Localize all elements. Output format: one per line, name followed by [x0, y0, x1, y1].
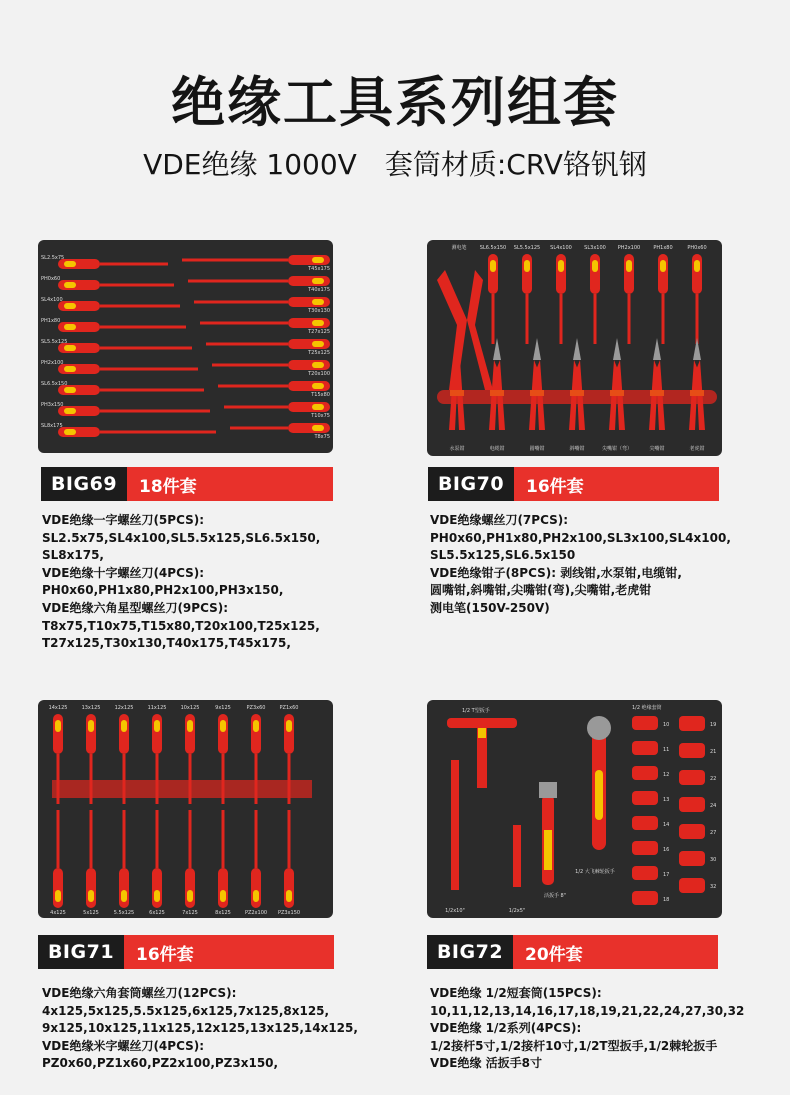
tray-label-top: PH2x100: [617, 245, 641, 251]
tray-label-bottom: 尖嘴钳（弯）: [601, 446, 633, 452]
screwdriver-shaft: [255, 810, 258, 868]
tray-label-bottom: 5.5x125: [113, 910, 135, 916]
screwdriver-grip: [312, 320, 324, 326]
screwdriver-shaft: [492, 294, 495, 344]
tray-label-top: 14x125: [48, 705, 68, 711]
screwdriver-grip: [121, 890, 127, 902]
tray-label-bottom: 圆嘴钳: [529, 446, 545, 452]
screwdriver-grip: [121, 720, 127, 732]
tray-label-top: 测电笔: [451, 245, 467, 251]
screwdriver-grip: [64, 261, 76, 267]
screwdriver-grip: [286, 720, 292, 732]
screwdriver-shaft: [628, 294, 631, 344]
screwdriver-grip: [660, 260, 666, 272]
screwdriver-shaft: [662, 294, 665, 344]
tray-label-top: 9x125: [215, 705, 231, 711]
spec-line: SL2.5x75,SL4x100,SL5.5x125,SL6.5x150,: [42, 530, 321, 545]
socket-size-label: 14: [663, 822, 670, 828]
screwdriver-grip: [490, 260, 496, 272]
screwdriver-shaft: [594, 294, 597, 344]
tray-rail: [437, 390, 717, 404]
screwdriver-grip: [88, 890, 94, 902]
spec-line: 4x125,5x125,5.5x125,6x125,7x125,8x125,: [42, 1003, 330, 1018]
spec-line: VDE绝缘钳子(8PCS): 剥线钳,水泵钳,电缆钳,: [430, 565, 682, 580]
screwdriver-grip: [64, 324, 76, 330]
screwdriver-grip: [312, 278, 324, 284]
spec-line: VDE绝缘十字螺丝刀(4PCS):: [42, 565, 205, 580]
screwdriver-grip: [253, 890, 259, 902]
spec-line: VDE绝缘米字螺丝刀(4PCS):: [42, 1038, 205, 1053]
screwdriver-grip: [286, 890, 292, 902]
tray-label-top: 10x125: [180, 705, 200, 711]
big69-product-photo: [38, 240, 333, 453]
socket-size-label: 18: [663, 897, 670, 903]
screwdriver-grip: [64, 429, 76, 435]
tray-label-left: SL2.5x75: [41, 255, 65, 261]
screwdriver-grip: [55, 890, 61, 902]
screwdriver-grip: [220, 720, 226, 732]
socket-size-label: 19: [710, 722, 717, 728]
tray-label-bottom: 6x125: [149, 910, 165, 916]
big70-tag: [428, 467, 719, 501]
socket: [632, 716, 658, 730]
screwdriver-shaft: [230, 427, 288, 430]
tray-label-right: T20x100: [308, 371, 330, 377]
tray-label-top: SL3x100: [584, 245, 606, 251]
screwdriver-grip: [312, 383, 324, 389]
socket-size-label: 24: [710, 803, 717, 809]
screwdriver-shaft: [90, 810, 93, 868]
page-subtitle: [0, 143, 790, 183]
big71-product-photo: [38, 700, 333, 918]
socket-size-label: 13: [663, 797, 670, 803]
tray-label-top: SL6.5x150: [479, 245, 507, 251]
spec-line: VDE绝缘 1/2系列(4PCS):: [430, 1021, 582, 1036]
tray-label-bottom: 水泵钳: [449, 446, 465, 452]
subtitle-material: 套筒材质:CRV铬钒钢: [384, 148, 647, 181]
screwdriver-shaft: [100, 410, 210, 413]
tray-label-ext10: 1/2x10": [445, 908, 465, 914]
tray-label-top: PZ1x60: [279, 705, 299, 711]
tray-label-ratchet: 1/2 大飞棘轮扳手: [575, 869, 615, 875]
big69-tag: [41, 467, 333, 501]
screwdriver-grip: [64, 282, 76, 288]
screwdriver-shaft: [206, 343, 288, 346]
screwdriver-shaft: [100, 263, 168, 266]
screwdriver-shaft: [560, 294, 563, 344]
tray-label-bottom: 8x125: [215, 910, 231, 916]
tray-label-left: PH0x60: [41, 276, 61, 282]
big72-tag: [427, 935, 718, 969]
socket-size-label: 10: [663, 722, 670, 728]
screwdriver-grip: [592, 260, 598, 272]
tray-label-t-wrench: 1/2 T型扳手: [462, 708, 490, 714]
tray-label-right: T30x130: [308, 308, 330, 314]
big71-tray-illustration: [38, 700, 333, 918]
spec-line: 10,11,12,13,14,16,17,18,19,21,22,24,27,30,32: [430, 1003, 745, 1018]
spec-line: 1/2接杆5寸,1/2接杆10寸,1/2T型扳手,1/2棘轮扳手: [430, 1038, 718, 1053]
big69-tray-illustration: [38, 240, 333, 453]
socket-size-label: 21: [710, 749, 717, 755]
big70-code: BIG70: [428, 467, 514, 501]
socket-size-label: 22: [710, 776, 717, 782]
big72-tray-illustration: [427, 700, 722, 918]
spec-line: VDE绝缘 1/2短套筒(15PCS):: [430, 986, 602, 1000]
screwdriver-shaft: [224, 406, 288, 409]
screwdriver-shaft: [123, 810, 126, 868]
socket-size-label: 16: [663, 847, 670, 853]
socket: [632, 791, 658, 805]
page-title: 绝缘工具系列组套: [171, 71, 619, 134]
screwdriver-grip: [312, 404, 324, 410]
subtitle-voltage: VDE绝缘 1000V: [143, 148, 357, 181]
big70-tray-illustration: [427, 240, 722, 456]
big72-code: BIG72: [427, 935, 513, 969]
socket: [632, 766, 658, 780]
tray-label-left: PH1x80: [41, 318, 61, 324]
big69-spec: [42, 512, 320, 653]
wrench-grip: [544, 830, 552, 870]
big72-count: 20件套: [513, 935, 718, 969]
tray-label-bottom: 斜嘴钳: [569, 446, 585, 452]
plier-jaw: [573, 338, 581, 360]
tray-label-bottom: PZ2x100: [244, 910, 268, 916]
screwdriver-shaft: [100, 431, 216, 434]
tray-label-top: PZ3x60: [246, 705, 266, 711]
screwdriver-grip: [64, 345, 76, 351]
spec-line: VDE绝缘 活扳手8寸: [430, 1056, 542, 1071]
screwdriver-shaft: [194, 301, 288, 304]
big71-spec: [42, 985, 358, 1073]
socket: [679, 878, 705, 893]
tray-label-right: T10x75: [311, 413, 330, 419]
screwdriver-shaft: [188, 280, 288, 283]
screwdriver-grip: [64, 408, 76, 414]
spec-line: SL5.5x125,SL6.5x150: [430, 548, 576, 563]
big72-product-photo: [427, 700, 722, 918]
screwdriver-shaft: [100, 347, 192, 350]
screwdriver-shaft: [100, 389, 204, 392]
tray-label-right: T40x175: [308, 287, 330, 293]
big70-product-photo: [427, 240, 722, 456]
spec-line: VDE绝缘一字螺丝刀(5PCS):: [42, 513, 205, 527]
tray-label-bottom: 尖嘴钳: [649, 446, 665, 452]
tray-rail: [52, 780, 312, 798]
screwdriver-grip: [55, 720, 61, 732]
socket: [632, 816, 658, 830]
screwdriver-shaft: [222, 810, 225, 868]
wrench-jaw: [539, 782, 557, 798]
tray-label-bottom: 老虎钳: [689, 446, 705, 452]
socket: [679, 851, 705, 866]
tray-label-left: SL6.5x150: [41, 381, 68, 387]
tray-label-top: 11x125: [147, 705, 167, 711]
spec-line: 9x125,10x125,11x125,12x125,13x125,14x125,: [42, 1021, 358, 1036]
tray-label-top: SL5.5x125: [513, 245, 541, 251]
screwdriver-grip: [626, 260, 632, 272]
socket: [632, 741, 658, 755]
tray-label-bottom: 7x125: [182, 910, 198, 916]
big70-count: 16件套: [514, 467, 719, 501]
screwdriver-shaft: [288, 810, 291, 868]
screwdriver-shaft: [526, 294, 529, 344]
socket: [632, 841, 658, 855]
screwdriver-grip: [312, 299, 324, 305]
socket-size-label: 30: [710, 857, 717, 863]
tray-label-right: T25x125: [308, 350, 330, 356]
socket-size-label: 32: [710, 884, 717, 890]
screwdriver-shaft: [212, 364, 288, 367]
socket: [632, 866, 658, 880]
socket: [679, 716, 705, 731]
spec-line: PZ0x60,PZ1x60,PZ2x100,PZ3x150,: [42, 1056, 279, 1071]
spec-line: 圆嘴钳,斜嘴钳,尖嘴钳(弯),尖嘴钳,老虎钳: [430, 583, 652, 598]
screwdriver-grip: [312, 425, 324, 431]
spec-line: T8x75,T10x75,T15x80,T20x100,T25x125,: [42, 618, 320, 633]
tray-label-bottom: 5x125: [83, 910, 99, 916]
spec-line: SL8x175,: [42, 548, 104, 563]
screwdriver-shaft: [200, 322, 288, 325]
screwdriver-grip: [154, 720, 160, 732]
tray-label-top: PH0x60: [687, 245, 707, 251]
big71-code: BIG71: [38, 935, 124, 969]
spec-line: PH0x60,PH1x80,PH2x100,SL3x100,SL4x100,: [430, 530, 731, 545]
tray-label-bottom: 4x125: [50, 910, 66, 916]
screwdriver-grip: [694, 260, 700, 272]
spec-line: VDE绝缘螺丝刀(7PCS):: [430, 513, 569, 527]
tray-label-ext5: 1/2x5": [508, 908, 526, 914]
socket: [632, 891, 658, 905]
spec-line: T27x125,T30x130,T40x175,T45x175,: [42, 636, 291, 651]
tray-label-bottom: 电缆钳: [489, 446, 505, 452]
tray-label-top: 13x125: [81, 705, 101, 711]
plier-jaw: [653, 338, 661, 360]
big71-tag: [38, 935, 334, 969]
socket: [679, 770, 705, 785]
t-wrench-grip: [478, 728, 486, 738]
tray-label-left: PH2x100: [41, 360, 64, 366]
screwdriver-grip: [312, 341, 324, 347]
screwdriver-grip: [187, 720, 193, 732]
tray-label-top: 12x125: [114, 705, 134, 711]
stripper-pliers: [437, 270, 467, 390]
tray-label-sockets: 1/2 绝缘套筒: [632, 705, 662, 711]
ratchet-head: [587, 716, 611, 740]
screwdriver-shaft: [100, 305, 180, 308]
tray-label-top: SL4x100: [550, 245, 572, 251]
screwdriver-shaft: [189, 810, 192, 868]
screwdriver-shaft: [696, 294, 699, 344]
tray-label-bottom: PZ3x150: [277, 910, 301, 916]
screwdriver-grip: [64, 366, 76, 372]
screwdriver-grip: [312, 362, 324, 368]
screwdriver-shaft: [218, 385, 288, 388]
socket: [679, 797, 705, 812]
screwdriver-shaft: [156, 810, 159, 868]
screwdriver-shaft: [100, 284, 174, 287]
spec-line: VDE绝缘六角套筒螺丝刀(12PCS):: [42, 986, 237, 1000]
tray-label-right: T45x175: [308, 266, 330, 272]
screwdriver-grip: [64, 387, 76, 393]
socket-size-label: 12: [663, 772, 670, 778]
socket: [679, 824, 705, 839]
screwdriver-grip: [154, 890, 160, 902]
socket-size-label: 11: [663, 747, 670, 753]
socket-size-label: 27: [710, 830, 717, 836]
screwdriver-grip: [312, 257, 324, 263]
plier-jaw: [613, 338, 621, 360]
screwdriver-shaft: [100, 368, 198, 371]
big72-spec: [430, 985, 744, 1073]
big71-count: 16件套: [124, 935, 334, 969]
plier-jaw: [693, 338, 701, 360]
screwdriver-grip: [558, 260, 564, 272]
big69-code: BIG69: [41, 467, 127, 501]
tray-label-right: T8x75: [314, 434, 330, 440]
extension-bar-10: [451, 760, 459, 890]
screwdriver-grip: [253, 720, 259, 732]
tray-label-left: SL8x175: [41, 423, 63, 429]
big70-spec: [430, 512, 731, 618]
tray-label-top: PH1x80: [653, 245, 673, 251]
screwdriver-shaft: [182, 259, 288, 262]
tray-label-left: SL4x100: [41, 297, 63, 303]
screwdriver-grip: [64, 303, 76, 309]
screwdriver-grip: [524, 260, 530, 272]
tray-label-right: T15x80: [311, 392, 330, 398]
tray-label-adjustable: 活扳手 8": [543, 893, 567, 899]
extension-bar-5: [513, 825, 521, 887]
spec-line: VDE绝缘六角星型螺丝刀(9PCS):: [42, 600, 229, 615]
ratchet-grip: [595, 770, 603, 820]
spec-line: 测电笔(150V-250V): [430, 600, 550, 615]
tray-label-right: T27x125: [308, 329, 330, 335]
screwdriver-shaft: [57, 810, 60, 868]
tray-label-left: SL5.5x125: [41, 339, 68, 345]
plier-jaw: [533, 338, 541, 360]
socket: [679, 743, 705, 758]
socket-size-label: 17: [663, 872, 670, 878]
screwdriver-grip: [220, 890, 226, 902]
screwdriver-shaft: [100, 326, 186, 329]
screwdriver-grip: [88, 720, 94, 732]
big69-count: 18件套: [127, 467, 333, 501]
tray-label-left: PH3x150: [41, 402, 64, 408]
screwdriver-grip: [187, 890, 193, 902]
spec-line: PH0x60,PH1x80,PH2x100,PH3x150,: [42, 583, 284, 598]
